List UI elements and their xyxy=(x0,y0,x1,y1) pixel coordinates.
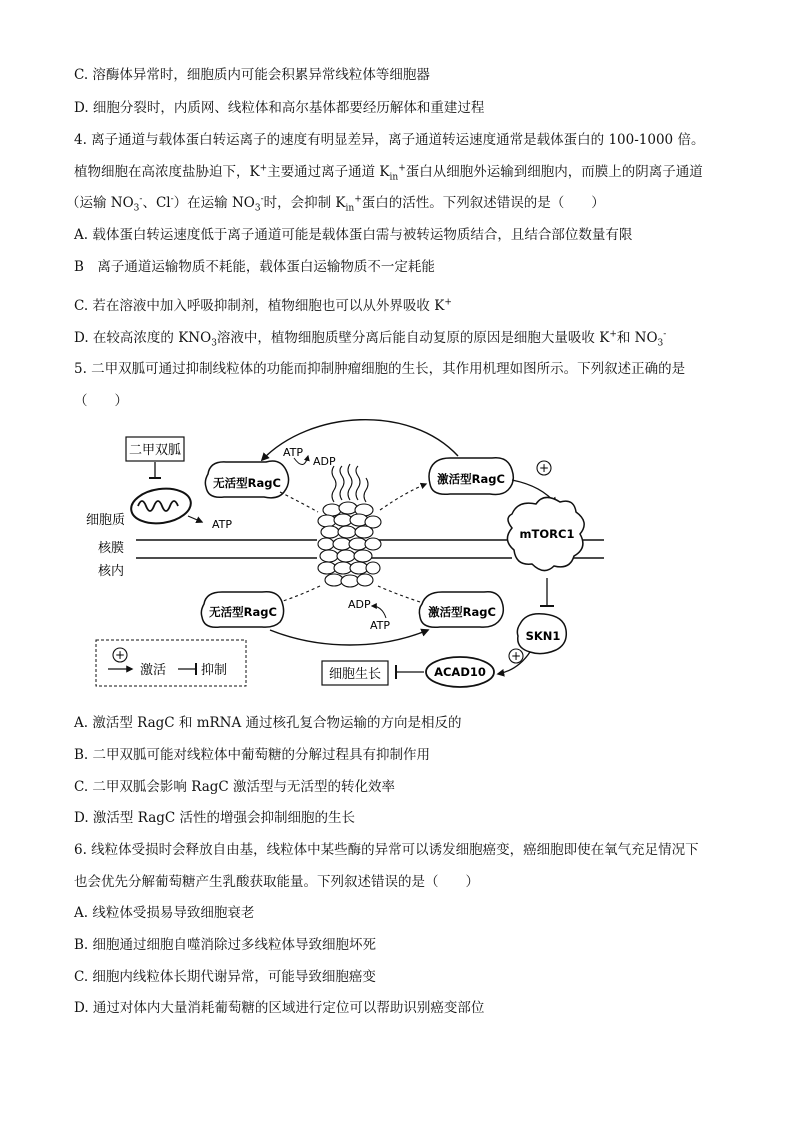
legend-activate-label: 激活 xyxy=(140,663,167,678)
q6-option-d: D. 通过对体内大量消耗葡萄糖的区域进行定位可以帮助识别癌变部位 xyxy=(74,1000,485,1016)
nuclear-membrane-label: 核膜 xyxy=(98,541,125,556)
q4-option-a: A. 载体蛋白转运速度低于离子通道可能是载体蛋白需与被转运物质结合，且结合部位数量有限 xyxy=(74,227,633,243)
legend-inhibit-label: 抑制 xyxy=(201,663,228,678)
top-adp-label: ADP xyxy=(313,455,336,468)
mtorc1-label: mTORC1 xyxy=(519,527,575,541)
inactive-ragc-cytoplasm xyxy=(205,461,288,498)
q5-stem-line1: 5. 二甲双胍可通过抑制线粒体的功能而抑制肿瘤细胞的生长，其作用机理如图所示。下列叙述正确的是 xyxy=(74,361,686,377)
q5-stem-line2: （ ） xyxy=(74,393,128,409)
q5-option-a: A. 激活型 RagC 和 mRNA 通过核孔复合物运输的方向是相反的 xyxy=(74,715,462,731)
bottom-atp-label: ATP xyxy=(370,619,391,632)
inactive-ragc-bottom-label: 无活型RagC xyxy=(209,605,277,619)
skn1-label: SKN1 xyxy=(525,629,561,643)
metformin-mechanism-diagram xyxy=(80,418,620,700)
mito-atp-label: ATP xyxy=(212,518,233,531)
nucleus-label: 核内 xyxy=(98,564,125,579)
q4-option-b: B 离子通道运输物质不耗能，载体蛋白运输物质不一定耗能 xyxy=(74,259,435,275)
cytoplasm-label: 细胞质 xyxy=(86,513,126,528)
q6-option-a: A. 线粒体受损易导致细胞衰老 xyxy=(74,905,255,921)
legend xyxy=(96,640,246,686)
q3-option-c: C. 溶酶体异常时，细胞质内可能会积累异常线粒体等细胞器 xyxy=(74,67,430,83)
plus-sign-mtorc1: + xyxy=(538,461,550,475)
active-ragc-cytoplasm xyxy=(429,458,513,495)
top-atp-label: ATP xyxy=(283,446,304,459)
bottom-adp-label: ADP xyxy=(348,598,371,611)
q6-option-b: B. 细胞通过细胞自噬消除过多线粒体导致细胞坏死 xyxy=(74,937,377,953)
mitochondrion-icon xyxy=(129,485,193,527)
q5-option-d: D. 激活型 RagC 活性的增强会抑制细胞的生长 xyxy=(74,810,356,826)
legend-plus-sign: + xyxy=(114,648,126,662)
q3-option-d: D. 细胞分裂时，内质网、线粒体和高尔基体都要经历解体和重建过程 xyxy=(74,100,485,116)
skn1-protein xyxy=(517,614,566,654)
q6-stem-line1: 6. 线粒体受损时会释放自由基，线粒体中某些酶的异常可以诱发细胞癌变，癌细胞即使在氧气充足情况下 xyxy=(74,842,699,858)
mrna-strands xyxy=(332,464,368,502)
mtorc1-complex xyxy=(507,497,584,570)
acad10-label: ACAD10 xyxy=(434,665,486,679)
active-ragc-top-label: 激活型RagC xyxy=(437,472,505,486)
metformin-label: 二甲双胍 xyxy=(128,443,182,458)
q6-stem-line2: 也会优先分解葡萄糖产生乳酸获取能量。下列叙述错误的是（ ） xyxy=(74,874,479,890)
q5-option-b: B. 二甲双胍可能对线粒体中葡萄糖的分解过程具有抑制作用 xyxy=(74,747,431,763)
active-ragc-nucleus xyxy=(419,592,503,628)
q4-option-c: C. 若在溶液中加入呼吸抑制剂，植物细胞也可以从外界吸收 K+ xyxy=(74,297,452,314)
q5-option-c: C. 二甲双胍会影响 RagC 激活型与无活型的转化效率 xyxy=(74,779,396,795)
inactive-ragc-top-label: 无活型RagC xyxy=(213,476,281,490)
plus-sign-acad10: + xyxy=(510,649,522,663)
nuclear-pore-complex xyxy=(318,502,381,587)
inactive-ragc-nucleus xyxy=(201,592,283,628)
q4-stem-line2: 植物细胞在高浓度盐胁迫下，K+主要通过离子通道 $K_{in}^+$蛋白从细胞外运输到细胞内，而膜上的阴离子通道 xyxy=(74,163,703,183)
cell-growth-label: 细胞生长 xyxy=(328,667,382,682)
q4-stem-line3: （运输 $NO_3^-$、Cl-）在运输 $NO_3^-$时，会抑制 $K_{in}^+$蛋白的活性。下列叙述错误的是（ ） xyxy=(66,194,605,214)
active-ragc-bottom-label: 激活型RagC xyxy=(428,605,496,619)
acad10-protein xyxy=(426,657,494,687)
q6-option-c: C. 细胞内线粒体长期代谢异常，可能导致细胞癌变 xyxy=(74,969,376,985)
q4-stem-line1: 4. 离子通道与载体蛋白转运离子的速度有明显差异，离子通道转运速度通常是载体蛋白的 100-1000 倍。 xyxy=(74,132,705,148)
q4-option-d: D. 在较高浓度的 $KNO_3$溶液中，植物细胞质壁分离后能自动复原的原因是细胞大量吸收 K+和 $NO_3^-$ xyxy=(74,329,667,349)
